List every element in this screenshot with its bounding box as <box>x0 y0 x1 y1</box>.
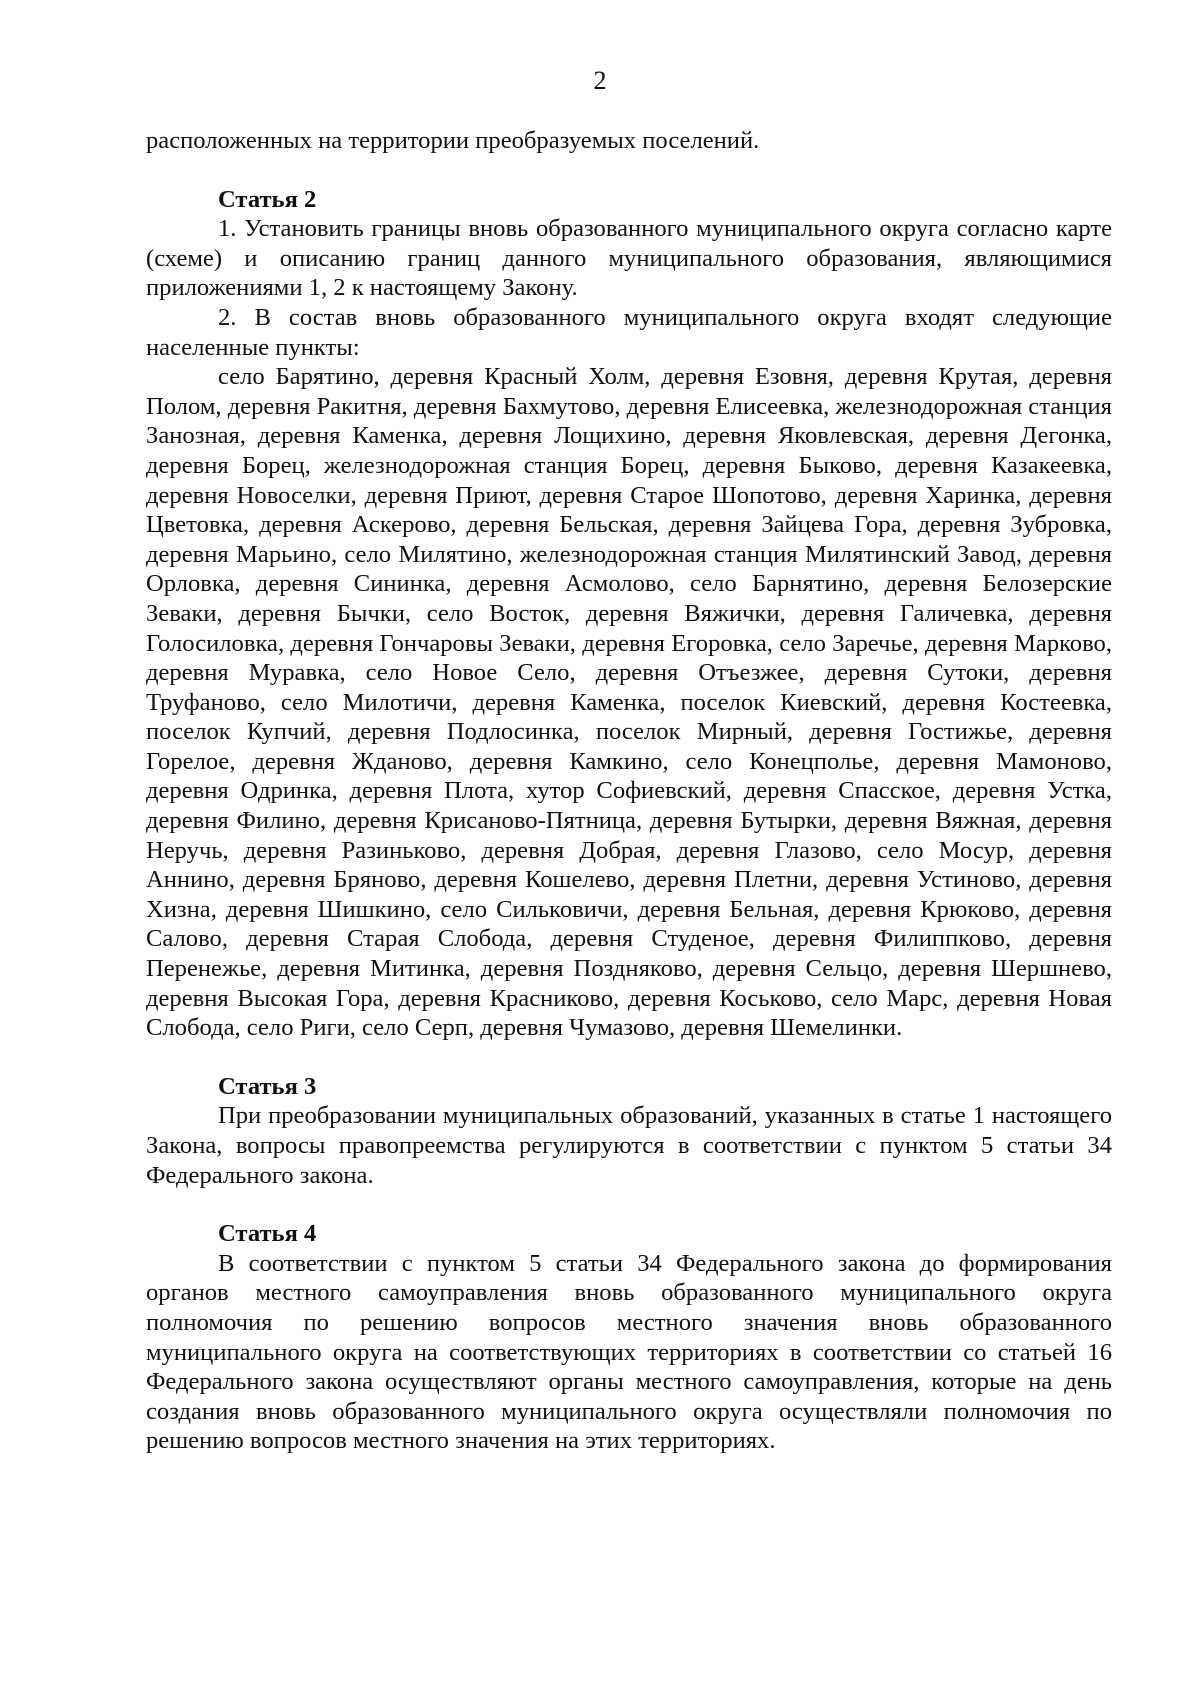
spacer <box>146 1190 1112 1219</box>
page-number: 2 <box>593 66 607 95</box>
article-2-paragraph-2: 2. В состав вновь образованного муниципального округа входят следующие населенные пункты: <box>146 303 1112 361</box>
article-3-paragraph-1: При преобразовании муниципальных образований, указанных в статье 1 настоящего Закона, вопросы правопреемства регулируются в соответствии с пунктом 5 статьи 34 Федерального закона. <box>146 1102 1112 1189</box>
document-body <box>146 126 1112 1456</box>
article-3 <box>146 1072 1112 1190</box>
article-4-heading: Статья 4 <box>218 1220 317 1248</box>
article-3-heading: Статья 3 <box>218 1072 317 1100</box>
intro-paragraph: расположенных на территории преобразуемых поселений. <box>146 127 760 154</box>
article-2-paragraph-1: 1. Установить границы вновь образованного муниципального округа согласно карте (схеме) и описанию границ данного муниципального образования, являющимися приложениями 1, 2 к настоящему Закону. <box>146 215 1112 302</box>
spacer <box>146 156 1112 185</box>
article-2-heading: Статья 2 <box>218 185 317 213</box>
spacer <box>146 1043 1112 1072</box>
article-2 <box>146 185 1112 1043</box>
article-2-settlements-list: село Барятино, деревня Красный Холм, деревня Езовня, деревня Крутая, деревня Полом, деревня Ракитня, деревня Бахмутово, деревня Елисеевка, железнодорожная станция Занозная, деревня Каменка, деревня Лощихино, деревня Яковлевская, деревня Дегонка, деревня Борец, железнодорожная станция Борец, деревня Быково, деревня Казакеевка, деревня Новоселки, деревня Приют, деревня Старое Шопотово, деревня Харинка, деревня Цветовка, деревня Аскерово, деревня Бельская, деревня Зайцева Гора, деревня Зубровка, деревня Марьино, село Милятино, железнодорожная станция Милятинский Завод, деревня Орловка, деревня Сининка, деревня Асмолово, село Барнятино, деревня Белозерские Зеваки, деревня Бычки, село Восток, деревня Вяжички, деревня Галичевка, деревня Голосиловка, деревня Гончаровы Зеваки, деревня Егоровка, село Заречье, деревня Марково, деревня Муравка, село Новое Село, деревня Отъезжее, деревня Сутоки, деревня Труфаново, село Милотичи, деревня Каменка, поселок Киевский, деревня Костеевка, поселок Купчий, деревня Подлосинка, поселок Мирный, деревня Гостижье, деревня Горелое, деревня Жданово, деревня Камкино, село Конецполье, деревня Мамоново, деревня Одринка, деревня Плота, хутор Софиевский, деревня Спасское, деревня Устка, деревня Филино, деревня Крисаново-Пятница, деревня Бутырки, деревня Вяжная, деревня Неручь, деревня Разиньково, деревня Добрая, деревня Глазово, село Мосур, деревня Аннино, деревня Бряново, деревня Кошелево, деревня Плетни, деревня Устиново, деревня Хизна, деревня Шишкино, село Сильковичи, деревня Бельная, деревня Крюково, деревня Салово, деревня Старая Слобода, деревня Студеное, деревня Филиппково, деревня Перенежье, деревня Митинка, деревня Поздняково, деревня Сельцо, деревня Шершнево, деревня Высокая Гора, деревня Красниково, деревня Коськово, село Марс, деревня Новая Слобода, село Риги, село Серп, деревня Чумазово, деревня Шемелинки. <box>146 363 1112 1042</box>
article-4 <box>146 1219 1112 1456</box>
article-4-paragraph-1: В соответствии с пунктом 5 статьи 34 Федерального закона до формирования органов местного самоуправления вновь образованного муниципального округа полномочия по решению вопросов местного значения вновь образованного муниципального округа на соответствующих территориях в соответствии со статьей 16 Федерального закона осуществляют органы местного самоуправления, которые на день создания вновь образованного муниципального округа осуществляли полномочия по решению вопросов местного значения на этих территориях. <box>146 1249 1112 1455</box>
